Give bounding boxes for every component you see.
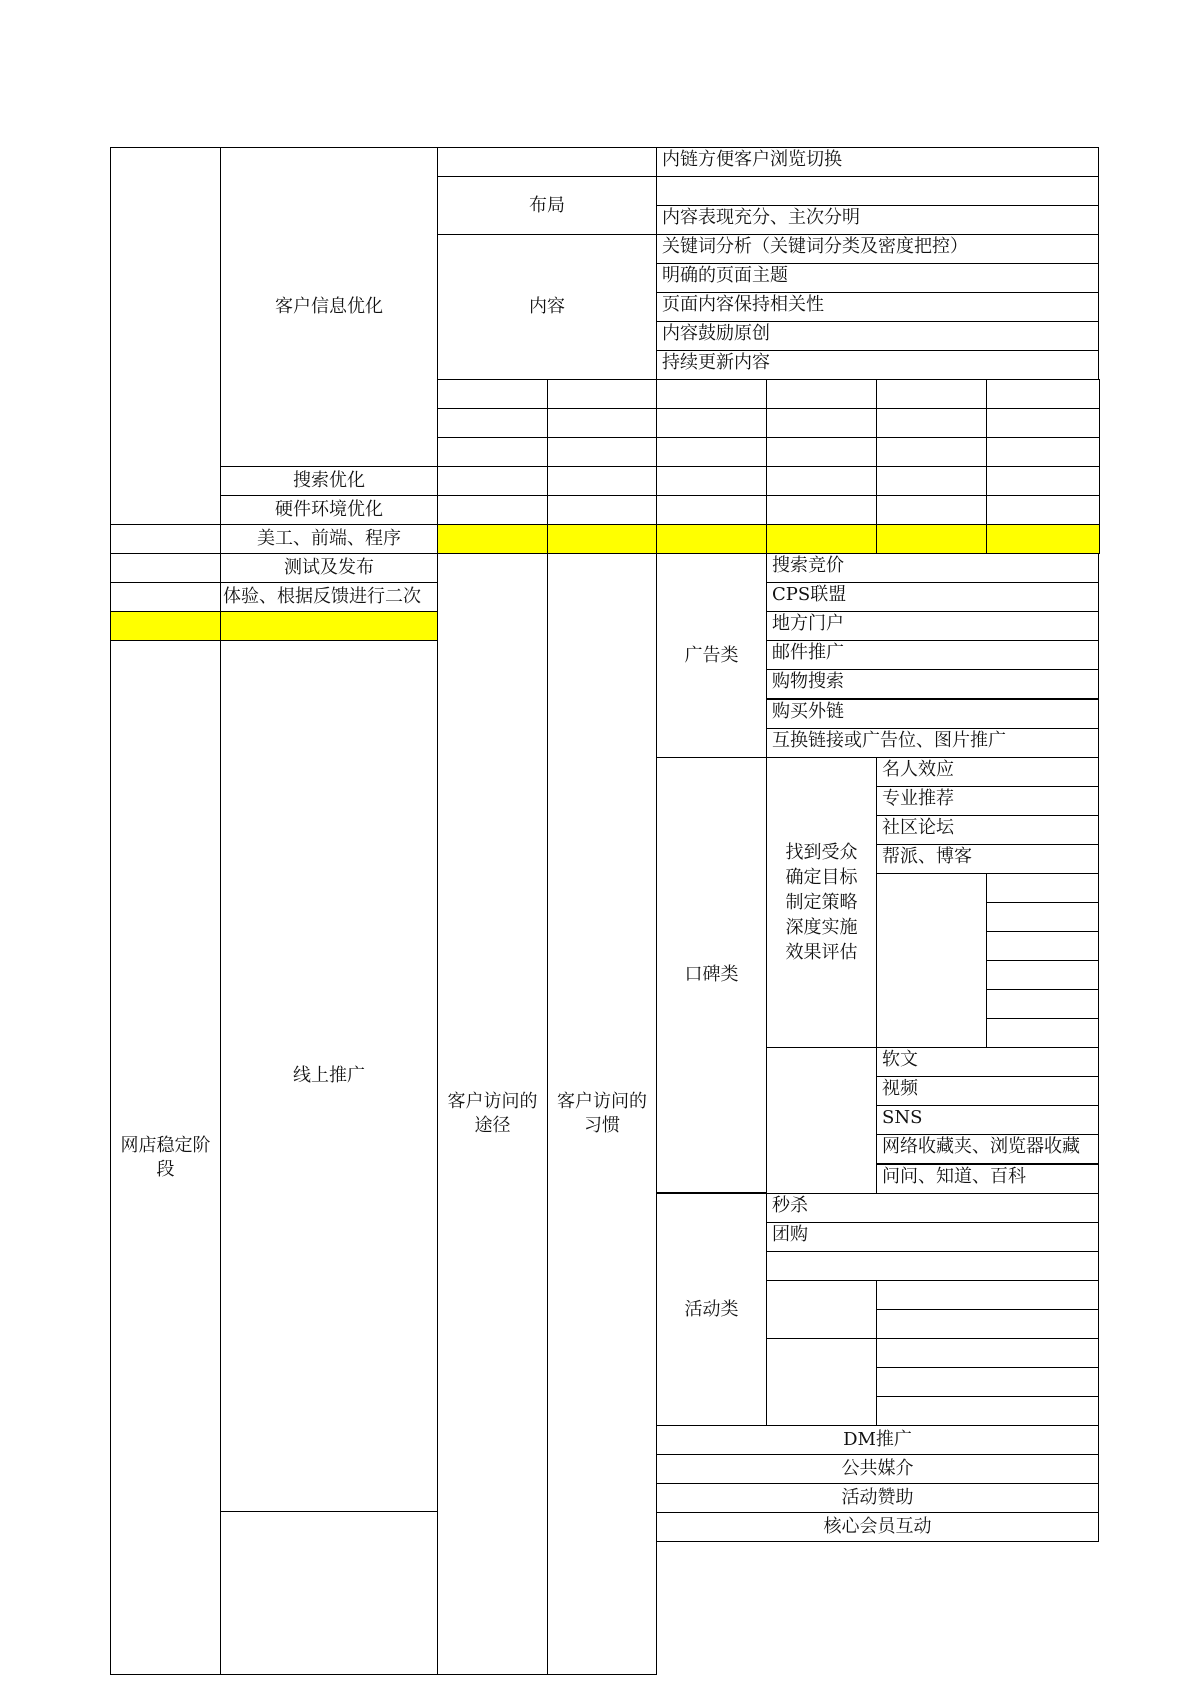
ad-item-text: CPS联盟: [772, 584, 847, 605]
empty-cell: [656, 408, 767, 438]
wom-item: [876, 786, 1099, 816]
cell-cd-top-blank: [437, 147, 657, 177]
wom-type-text: 口碑类: [684, 964, 739, 985]
wom-item: [876, 1076, 1099, 1106]
wom-item-text: 名人效应: [882, 759, 954, 780]
test-release: [220, 553, 438, 583]
highlight-cell: [437, 524, 548, 554]
wom-blank-cell: [986, 902, 1099, 932]
wom-item: [876, 1105, 1099, 1135]
empty-cell: [876, 495, 987, 525]
content-item-text: 持续更新内容: [662, 352, 770, 373]
activity-item-text: 团购: [772, 1224, 808, 1245]
content-item-text: 关键词分析（关键词分类及密度把控）: [662, 236, 968, 257]
ad-item: [766, 582, 1099, 612]
wom-blank-cell: [986, 873, 1099, 903]
experience-feedback: [220, 582, 438, 612]
content-label-text: 内容: [529, 296, 565, 317]
other-promo-item: [656, 1483, 1099, 1513]
empty-cell: [766, 437, 877, 467]
content-item: [656, 350, 1099, 380]
empty-cell: [986, 379, 1100, 409]
online-promo: [220, 640, 438, 1512]
content-item-text: 明确的页面主题: [662, 265, 788, 286]
ad-item-text: 地方门户: [772, 613, 844, 634]
search-opt-text: 搜索优化: [293, 470, 365, 491]
search-opt: [220, 466, 438, 496]
wom-item-text: SNS: [882, 1107, 923, 1128]
ad-type: [656, 553, 767, 758]
activity-blank-cell: [876, 1338, 1099, 1368]
test-release-text: 测试及发布: [284, 557, 374, 578]
layout-item: [656, 147, 1099, 177]
activity-blank-block: [766, 1280, 877, 1339]
other-promo-text: 核心会员互动: [823, 1516, 932, 1537]
wom-item-text: 视频: [882, 1078, 918, 1099]
design-frontend-text: 美工、前端、程序: [257, 528, 401, 549]
visit-path-text: 客户访问的 途径: [447, 1091, 538, 1136]
wom-item: [876, 1164, 1099, 1194]
activity-blank-row: [766, 1251, 1099, 1281]
design-frontend: [220, 524, 438, 554]
empty-cell: [766, 379, 877, 409]
wom-item: [876, 844, 1099, 874]
activity-blank-cell: [876, 1309, 1099, 1339]
hardware-opt-text: 硬件环境优化: [275, 499, 383, 520]
cell-a-row-feedback: [110, 582, 221, 612]
wom-blank-cell: [986, 960, 1099, 990]
other-promo-item: [656, 1512, 1099, 1542]
highlight-cell: [876, 524, 987, 554]
content-item-text: 页面内容保持相关性: [662, 294, 824, 315]
online-promo-text: 线上推广: [293, 1065, 365, 1086]
highlight-cell: [986, 524, 1100, 554]
empty-cell: [766, 466, 877, 496]
visit-habit-text: 客户访问的 习惯: [557, 1091, 647, 1136]
layout-item: [656, 176, 1099, 206]
ad-item: [766, 553, 1099, 583]
ad-item: [766, 669, 1099, 699]
content-item: [656, 234, 1099, 264]
activity-blank-cell: [876, 1367, 1099, 1397]
empty-cell: [437, 495, 548, 525]
empty-cell: [876, 437, 987, 467]
other-promo-text: DM推广: [843, 1429, 912, 1450]
layout-item-text: 内容表现充分、主次分明: [662, 207, 860, 228]
activity-type-text: 活动类: [684, 1298, 739, 1320]
customer-info-opt-text: 客户信息优化: [275, 296, 383, 317]
wom-blank-cell: [986, 931, 1099, 961]
empty-cell: [876, 466, 987, 496]
visit-path: [437, 553, 548, 1675]
wom-item: [876, 1047, 1099, 1077]
ad-item: [766, 699, 1099, 729]
cell-b-highlight: [220, 611, 438, 641]
ad-item-text: 互换链接或广告位、图片推广: [772, 730, 1006, 751]
wom-type: [656, 757, 767, 1193]
empty-cell: [547, 408, 657, 438]
highlight-cell: [766, 524, 877, 554]
other-promo-text: 公共媒介: [841, 1458, 914, 1479]
empty-cell: [547, 379, 657, 409]
activity-item: [766, 1222, 1099, 1252]
empty-cell: [437, 466, 548, 496]
wom-item-text: 软文: [882, 1049, 918, 1070]
empty-cell: [437, 379, 548, 409]
ad-item-text: 邮件推广: [772, 642, 844, 663]
empty-cell: [437, 437, 548, 467]
wom-item-text: 社区论坛: [882, 817, 954, 838]
empty-cell: [766, 408, 877, 438]
activity-item-text: 秒杀: [772, 1195, 808, 1216]
ad-item: [766, 640, 1099, 670]
content-label: [437, 234, 657, 380]
cell-a-top-blank: [110, 147, 221, 525]
empty-cell: [876, 408, 987, 438]
empty-cell: [876, 379, 987, 409]
empty-cell: [656, 379, 767, 409]
cell-b-bottom-blank: [220, 1511, 438, 1675]
wom-item-text: 帮派、博客: [882, 846, 972, 867]
empty-cell: [986, 495, 1100, 525]
other-promo-text: 活动赞助: [841, 1487, 914, 1508]
layout-item: [656, 205, 1099, 235]
wom-item-text: 专业推荐: [882, 788, 954, 809]
empty-cell: [437, 408, 548, 438]
cell-a-row-design: [110, 524, 221, 554]
empty-cell: [656, 437, 767, 467]
wom-item: [876, 757, 1099, 787]
empty-cell: [547, 466, 657, 496]
empty-cell: [986, 408, 1100, 438]
ad-type-text: 广告类: [684, 644, 739, 666]
cell-a-row-test: [110, 553, 221, 583]
experience-feedback-text: 体验、根据反馈进行二次: [223, 586, 421, 607]
wom-item-text: 问问、知道、百科: [882, 1166, 1026, 1187]
wom-blank-cell: [986, 989, 1099, 1019]
wom-steps: [766, 757, 877, 1048]
layout-item-text: 内链方便客户浏览切换: [662, 149, 842, 170]
ad-item-text: 搜索竞价: [772, 555, 844, 576]
activity-item: [766, 1193, 1099, 1223]
empty-cell: [986, 437, 1100, 467]
activity-blank-block: [766, 1338, 877, 1426]
ad-item-text: 购物搜索: [772, 671, 844, 692]
content-item-text: 内容鼓励原创: [662, 323, 770, 344]
visit-habit: [547, 553, 657, 1675]
empty-cell: [656, 495, 767, 525]
other-promo-item: [656, 1425, 1099, 1455]
empty-cell: [766, 495, 877, 525]
hardware-opt: [220, 495, 438, 525]
wom-item: [876, 1134, 1099, 1164]
activity-blank-cell: [876, 1396, 1099, 1426]
activity-type: [656, 1193, 767, 1426]
stage-label-text: 网店稳定阶 段: [120, 1134, 211, 1180]
highlight-cell: [547, 524, 657, 554]
content-item: [656, 321, 1099, 351]
layout-label: [437, 176, 657, 235]
wom-item-text: 网络收藏夹、浏览器收藏: [882, 1136, 1080, 1157]
highlight-cell: [656, 524, 767, 554]
empty-cell: [547, 437, 657, 467]
customer-info-opt: [220, 147, 438, 467]
wom-steps-text: 找到受众 确定目标 制定策略 深度实施 效果评估: [785, 842, 858, 963]
stage-label: [110, 640, 221, 1675]
content-item: [656, 292, 1099, 322]
empty-cell: [547, 495, 657, 525]
activity-blank-cell: [876, 1280, 1099, 1310]
layout-label-text: 布局: [529, 194, 565, 216]
wom-blank-cell: [986, 1018, 1099, 1048]
ad-item: [766, 728, 1099, 758]
wom-blank-block: [876, 873, 987, 1048]
other-promo-item: [656, 1454, 1099, 1484]
wom-item: [876, 815, 1099, 845]
cell-a-highlight: [110, 611, 221, 641]
content-item: [656, 263, 1099, 293]
empty-cell: [986, 466, 1100, 496]
ad-item-text: 购买外链: [772, 701, 844, 722]
ad-item: [766, 611, 1099, 641]
empty-cell: [656, 466, 767, 496]
